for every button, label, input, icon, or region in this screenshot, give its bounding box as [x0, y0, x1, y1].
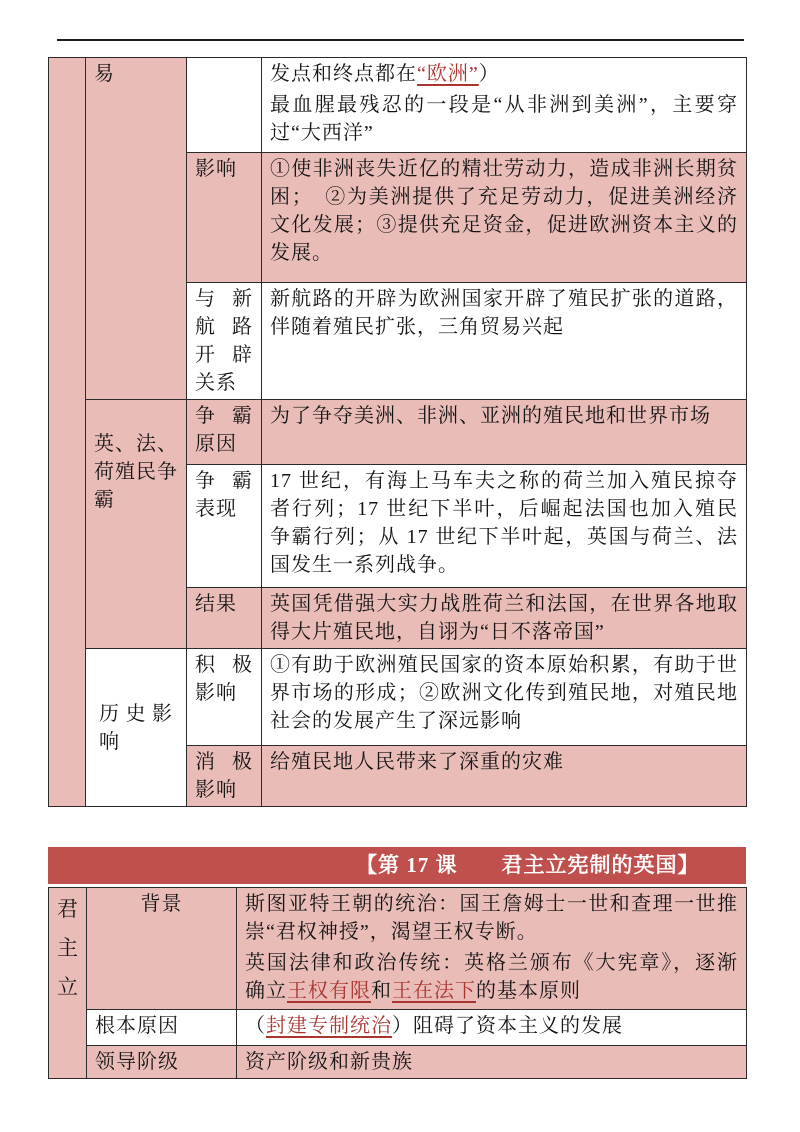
row-label-positive-impact: 积极影响 [187, 649, 262, 746]
paragraph [270, 155, 738, 267]
paragraph [270, 60, 738, 88]
table-row [49, 1010, 747, 1046]
page-content [48, 57, 748, 1079]
red-emphasis-text: 封建专制统治 [266, 1015, 392, 1037]
cell-leading-class [237, 1046, 747, 1079]
text-segment: ） [478, 63, 500, 85]
row-label-negative-impact: 消极影响 [187, 746, 262, 807]
paragraph [270, 651, 738, 735]
text-segment: 英国凭借强大实力战胜荷兰和法国，在世界各地取得大片殖民地，自诩为“日不落帝国” [270, 593, 738, 643]
row-label-rivalry-cause: 争霸原因 [187, 400, 262, 465]
row-label-result: 结果 [187, 588, 262, 649]
cell-positive-impact [262, 649, 747, 746]
group-label-trade: 易 [86, 58, 187, 400]
row-label-impact: 影响 [187, 153, 262, 283]
text-segment: 最血腥最残忍的一段是“从非洲到美洲”，主要穿过“大西洋” [270, 94, 738, 144]
cell-rivalry-result [262, 588, 747, 649]
cell-background [237, 888, 747, 1010]
text-segment: （ [245, 1015, 266, 1037]
paragraph [245, 1048, 738, 1076]
text-segment: 斯图亚特王朝的统治：国王詹姆士一世和查理一世推崇“君权神授”，渴望王权专断。 [245, 893, 738, 943]
paragraph [270, 467, 738, 579]
table-row [49, 1046, 747, 1079]
paragraph [245, 890, 738, 946]
text-segment: ①有助于欧洲殖民国家的资本原始积累，有助于世界市场的形成；②欧洲文化传到殖民地，对殖民地社会的发展产生了深远影响 [270, 654, 738, 732]
lesson-17-header-bar: 【第 17 课 君主立宪制的英国】 [48, 847, 746, 884]
side-label-monarchy [49, 888, 87, 1079]
row-label-empty [187, 58, 262, 153]
row-label-relation-new-routes: 与新航路开辟关系 [187, 283, 262, 400]
text-segment: 资产阶级和新贵族 [245, 1051, 413, 1073]
paragraph [270, 402, 738, 430]
text-segment: 17 世纪，有海上马车夫之称的荷兰加入殖民掠夺者行列；17 世纪下半叶，后崛起法国也加入殖民争霸行列；从 17 世纪下半叶起，英国与荷兰、法国发生一系列战争。 [270, 470, 738, 576]
table-row [49, 58, 747, 153]
text-segment: 发点和终点都在 [270, 63, 417, 85]
paragraph [270, 748, 738, 776]
text-segment: 给殖民地人民带来了深重的灾难 [270, 751, 564, 773]
text-segment: 新航路的开辟为欧洲国家开辟了殖民扩张的道路，伴随着殖民扩张，三角贸易兴起 [270, 288, 738, 338]
paragraph [245, 949, 738, 1005]
side-spacer-cell [49, 58, 86, 807]
paragraph [270, 285, 738, 341]
paragraph [270, 91, 738, 147]
row-label-leading-class: 领导阶级 [87, 1046, 237, 1079]
cell-negative-impact [262, 746, 747, 807]
table-row [49, 649, 747, 746]
group-label-history-impact: 历史影响 [86, 649, 187, 807]
red-emphasis-text: “欧洲” [417, 63, 479, 85]
table-row [49, 400, 747, 465]
paragraph [270, 590, 738, 646]
text-segment: 为了争夺美洲、非洲、亚洲的殖民地和世界市场 [270, 405, 711, 427]
paragraph [245, 1012, 738, 1040]
text-segment: 英国法律和政治传统：英格兰颁布《大宪章》，逐渐确立 [245, 952, 738, 1002]
cell-rivalry-cause [262, 400, 747, 465]
text-segment: 和 [371, 980, 392, 1002]
constitutional-monarchy-table [48, 887, 747, 1079]
text-segment: 的基本原则 [476, 980, 581, 1002]
cell-trade-route [262, 58, 747, 153]
text-segment: ）阻碍了资本主义的发展 [392, 1015, 623, 1037]
group-label-rivalry: 英、法、荷殖民争霸 [86, 400, 187, 649]
vertical-char: 君 [57, 897, 79, 921]
vertical-char: 主 [57, 936, 79, 960]
vertical-char: 立 [57, 975, 79, 999]
row-label-background: 背景 [87, 888, 237, 1010]
page-header-rule [57, 39, 744, 41]
red-emphasis-text: 王权有限 [287, 980, 371, 1002]
row-label-root-cause: 根本原因 [87, 1010, 237, 1046]
cell-trade-impact [262, 153, 747, 283]
cell-relation-new-routes [262, 283, 747, 400]
cell-root-cause [237, 1010, 747, 1046]
table-row [49, 888, 747, 1010]
row-label-rivalry-manifestation: 争霸表现 [187, 465, 262, 588]
colonial-expansion-table [48, 57, 747, 807]
red-emphasis-text: 王在法下 [392, 980, 476, 1002]
cell-rivalry-manifestation [262, 465, 747, 588]
text-segment: ①使非洲丧失近亿的精壮劳动力，造成非洲长期贫困； ②为美洲提供了充足劳动力，促进美洲经济文化发展；③提供充足资金，促进欧洲资本主义的发展。 [270, 158, 738, 264]
